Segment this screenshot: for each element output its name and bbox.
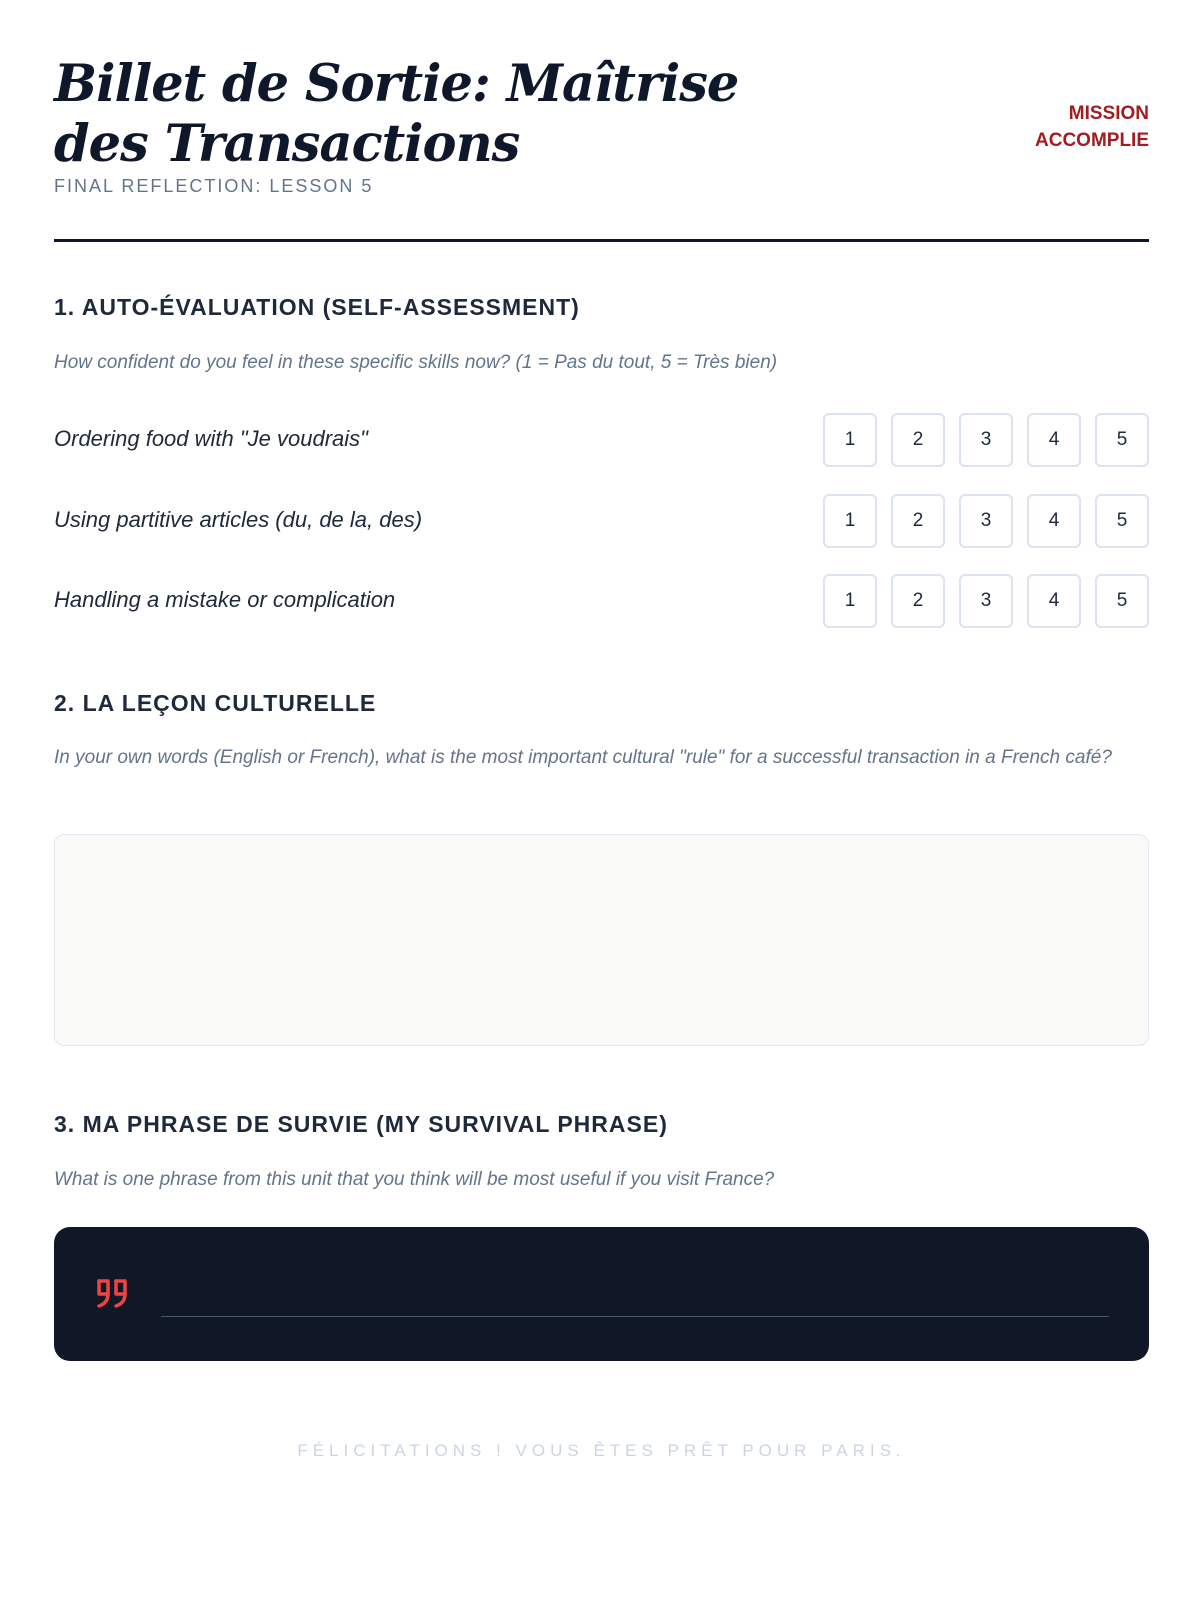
badge-line-2: ACCOMPLIE xyxy=(1035,130,1149,151)
rating-scale xyxy=(823,413,1149,467)
exit-ticket-page xyxy=(54,0,1149,1460)
rating-option-1[interactable]: 1 xyxy=(823,574,877,628)
rating-option-5[interactable]: 5 xyxy=(1095,574,1149,628)
header xyxy=(54,0,1149,242)
rating-option-2[interactable]: 2 xyxy=(891,494,945,548)
rating-option-3[interactable]: 3 xyxy=(959,574,1013,628)
rating-option-1[interactable]: 1 xyxy=(823,413,877,467)
rating-scale xyxy=(823,494,1149,548)
survival-phrase-box xyxy=(54,1227,1149,1361)
cultural-rule-answer-field[interactable] xyxy=(54,834,1149,1046)
section-1-prompt: How confident do you feel in these specific skills now? (1 = Pas du tout, 5 = Très bien) xyxy=(54,352,778,373)
rating-option-1[interactable]: 1 xyxy=(823,494,877,548)
rating-option-3[interactable]: 3 xyxy=(959,494,1013,548)
quote-icon xyxy=(94,1275,132,1313)
badge-line-1: MISSION xyxy=(1068,103,1149,124)
skill-label: Ordering food with "Je voudrais" xyxy=(54,426,368,451)
skill-label: Handling a mistake or complication xyxy=(54,587,396,612)
rating-row xyxy=(54,494,1149,548)
rating-option-3[interactable]: 3 xyxy=(959,413,1013,467)
section-2-heading: 2. LA LEÇON CULTURELLE xyxy=(54,690,377,716)
rating-option-2[interactable]: 2 xyxy=(891,413,945,467)
section-3-prompt: What is one phrase from this unit that you think will be most useful if you visit France? xyxy=(54,1169,775,1190)
section-2-prompt: In your own words (English or French), what is the most important cultural "rule" for a successful transaction in a French café? xyxy=(54,747,1112,768)
skill-label: Using partitive articles (du, de la, des) xyxy=(54,507,423,532)
rating-scale xyxy=(823,574,1149,628)
rating-row xyxy=(54,574,1149,628)
rating-option-4[interactable]: 4 xyxy=(1027,494,1081,548)
page-subtitle: FINAL REFLECTION: LESSON 5 xyxy=(54,176,374,196)
section-1-heading: 1. AUTO-ÉVALUATION (SELF-ASSESSMENT) xyxy=(54,294,580,320)
rating-option-4[interactable]: 4 xyxy=(1027,574,1081,628)
rating-option-5[interactable]: 5 xyxy=(1095,413,1149,467)
page-title: Billet de Sortie: Maîtrise des Transactions xyxy=(54,54,739,174)
mission-badge xyxy=(1035,100,1149,154)
rating-row xyxy=(54,413,1149,467)
rating-option-2[interactable]: 2 xyxy=(891,574,945,628)
survival-phrase-input[interactable] xyxy=(161,1277,1109,1317)
rating-option-5[interactable]: 5 xyxy=(1095,494,1149,548)
rating-option-4[interactable]: 4 xyxy=(1027,413,1081,467)
section-3-heading: 3. MA PHRASE DE SURVIE (MY SURVIVAL PHRASE) xyxy=(54,1111,668,1137)
footer-message: FÉLICITATIONS ! VOUS ÊTES PRÊT POUR PARIS. xyxy=(297,1441,906,1460)
